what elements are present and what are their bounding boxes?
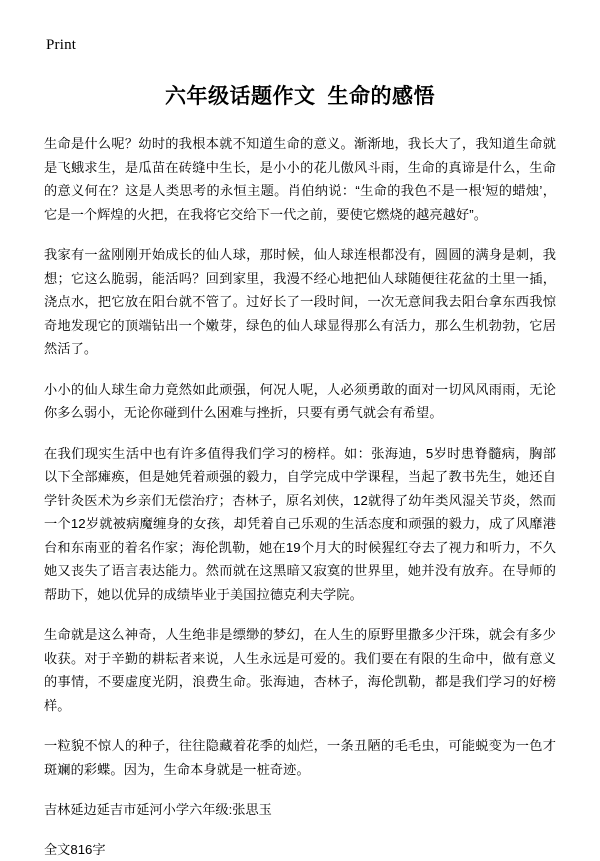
paragraph-2: 我家有一盆刚刚开始成长的仙人球，那时候，仙人球连根都没有，圆圆的满身是刺，我想；它这么脆弱，能活吗？回到家里，我漫不经心地把仙人球随便往花盆的土里一插，浇点水，把它放在阳台就不管了。过好长了一段时间，一次无意间我去阳台拿东西我惊奇地发现它的顶端钻出一个嫩芽，绿色的仙人球显得那么有活力，那么生机勃勃，它居然活了。 [44, 243, 556, 361]
paragraph-5: 生命就是这么神奇，人生绝非是缥缈的梦幻，在人生的原野里撒多少汗珠，就会有多少收获。对于辛勤的耕耘者来说，人生永远是可爱的。我们要在有限的生命中，做有意义的事情，不要虚度光阴，浪费生命。张海迪，杏林子，海伦凯勒，都是我们学习的好榜样。 [44, 623, 556, 717]
page-title [44, 80, 556, 110]
paragraph-6: 一粒貌不惊人的种子，往往隐藏着花季的灿烂，一条丑陋的毛毛虫，可能蜕变为一色才斑斓的彩蝶。因为，生命本身就是一桩奇迹。 [44, 734, 556, 781]
print-button[interactable]: Print [46, 37, 76, 54]
article-body [44, 132, 556, 781]
paragraph-3: 小小的仙人球生命力竟然如此顽强，何况人呢，人必须勇敢的面对一切风风雨雨，无论你多么弱小，无论你碰到什么困难与挫折，只要有勇气就会有希望。 [44, 378, 556, 425]
page-title-category: 六年级话题作文 [165, 85, 316, 108]
word-count: 全文816字 [44, 838, 556, 861]
page-title-subject: 生命的感悟 [328, 85, 436, 108]
paragraph-1: 生命是什么呢？幼时的我根本就不知道生命的意义。渐渐地，我长大了，我知道生命就是飞蛾求生，是瓜苗在砖缝中生长，是小小的花儿傲风斗雨，生命的真谛是什么，生命的意义何在？这是人类思考的永恒主题。肖伯纳说：“生命的我色不是一根‘短的蜡烛’，它是一个辉煌的火把，在我将它交给下一代之前，要使它燃烧的越亮越好”。 [44, 132, 556, 226]
author-signature: 吉林延边延吉市延河小学六年级:张思玉 [44, 798, 556, 822]
paragraph-4: 在我们现实生活中也有许多值得我们学习的榜样。如：张海迪，5岁时患脊髓病，胸部以下全部瘫痪，但是她凭着顽强的毅力，自学完成中学课程，当起了教书先生，她还自学针灸医术为乡亲们无偿治疗；杏林子，原名刘侠，12就得了幼年类风湿关节炎，然而一个12岁就被病魔缠身的女孩，却凭着自己乐观的生活态度和顽强的毅力，成了风靡港台和东南亚的着名作家；海伦凯勒，她在19个月大的时候猩红夺去了视力和听力，不久她又丧失了语言表达能力。然而就在这黑暗又寂寞的世界里，她并没有放弃。在导师的帮助下，她以优异的成绩毕业于美国拉德克利夫学院。 [44, 442, 556, 607]
